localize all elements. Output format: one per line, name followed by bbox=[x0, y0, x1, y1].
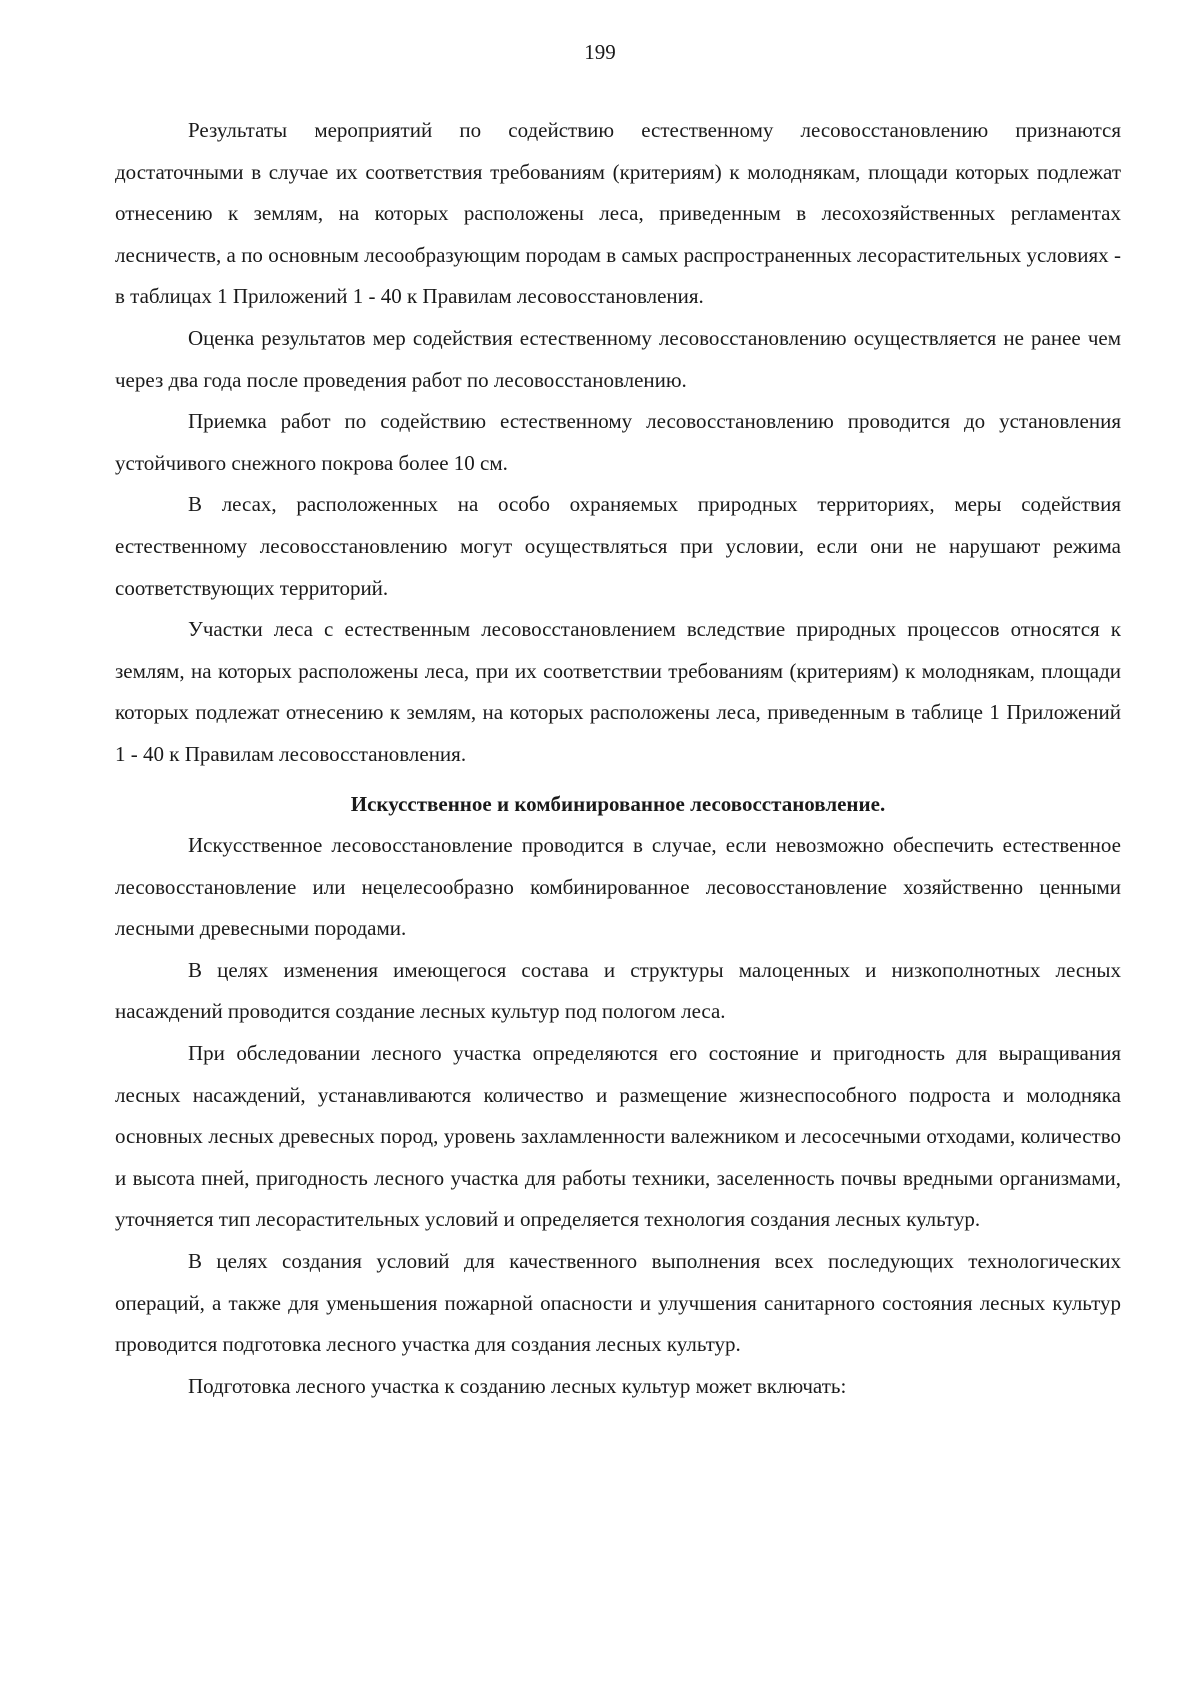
paragraph-acceptance-of-works: Приемка работ по содействию естественному лесовосстановлению проводится до установления устойчивого снежного покрова более 10 см. bbox=[115, 409, 1121, 475]
paragraph-assessment-timing: Оценка результатов мер содействия естественному лесовосстановлению осуществляется не ранее чем через два года после проведения работ по лесовосстановлению. bbox=[115, 325, 1121, 392]
paragraph-site-preparation-purpose: В целях создания условий для качественного выполнения всех последующих технологических операций, а также для уменьшения пожарной опасности и улучшения санитарного состояния лесных культур проводится подготовка лесного участка для создания лесных культур. bbox=[115, 1249, 1121, 1357]
paragraph-artificial-regeneration: Искусственное лесовосстановление проводится в случае, если невозможно обеспечить естественное лесовосстановление или нецелесообразно комбинированное лесовосстановление хозяйственно ценными лесными древесными породами. bbox=[115, 833, 1121, 941]
paragraph-natural-processes-plots: Участки леса с естественным лесовосстановлением вследствие природных процессов относятся к землям, на которых расположены леса, при их соответствии требованиям (критериям) к молоднякам, площади которых подлежат отнесению к землям, на которых расположены леса, приведенным в таблице 1 Приложений 1 - 40 к Правилам лесовосстановления. bbox=[115, 617, 1121, 766]
paragraph-protected-territories: В лесах, расположенных на особо охраняемых природных территориях, меры содействия естественному лесовосстановлению могут осуществляться при условии, если они не нарушают режима соответствующих территорий. bbox=[115, 492, 1121, 600]
document-body bbox=[115, 110, 1121, 1407]
paragraph-natural-regeneration-results: Результаты мероприятий по содействию естественному лесовосстановлению признаются достаточными в случае их соответствия требованиям (критериям) к молоднякам, площади которых подлежат отнесению к землям, на которых расположены леса, приведенным в лесохозяйственных регламентах лесничеств, а по основным лесообразующим породам в самых распространенных лесорастительных условиях - в таблицах 1 Приложений 1 - 40 к Правилам лесовосстановления. bbox=[115, 118, 1121, 309]
paragraph-under-canopy-cultures: В целях изменения имеющегося состава и структуры малоценных и низкополнотных лесных насаждений проводится создание лесных культур под пологом леса. bbox=[115, 957, 1121, 1024]
paragraph-site-preparation-list-intro: Подготовка лесного участка к созданию лесных культур может включать: bbox=[188, 1373, 847, 1398]
paragraph-site-survey: При обследовании лесного участка определяются его состояние и пригодность для выращивания лесных насаждений, устанавливаются количество и размещение жизнеспособного подроста и молодняка основных лесных древесных пород, уровень захламленности валежником и лесосечными отходами, количество и высота пней, пригодность лесного участка для работы техники, заселенность почвы вредными организмами, уточняется тип лесорастительных условий и определяется технология создания лесных культур. bbox=[115, 1041, 1121, 1232]
page-number: 199 bbox=[584, 40, 616, 64]
section-heading: Искусственное и комбинированное лесовосстановление. bbox=[350, 791, 886, 816]
